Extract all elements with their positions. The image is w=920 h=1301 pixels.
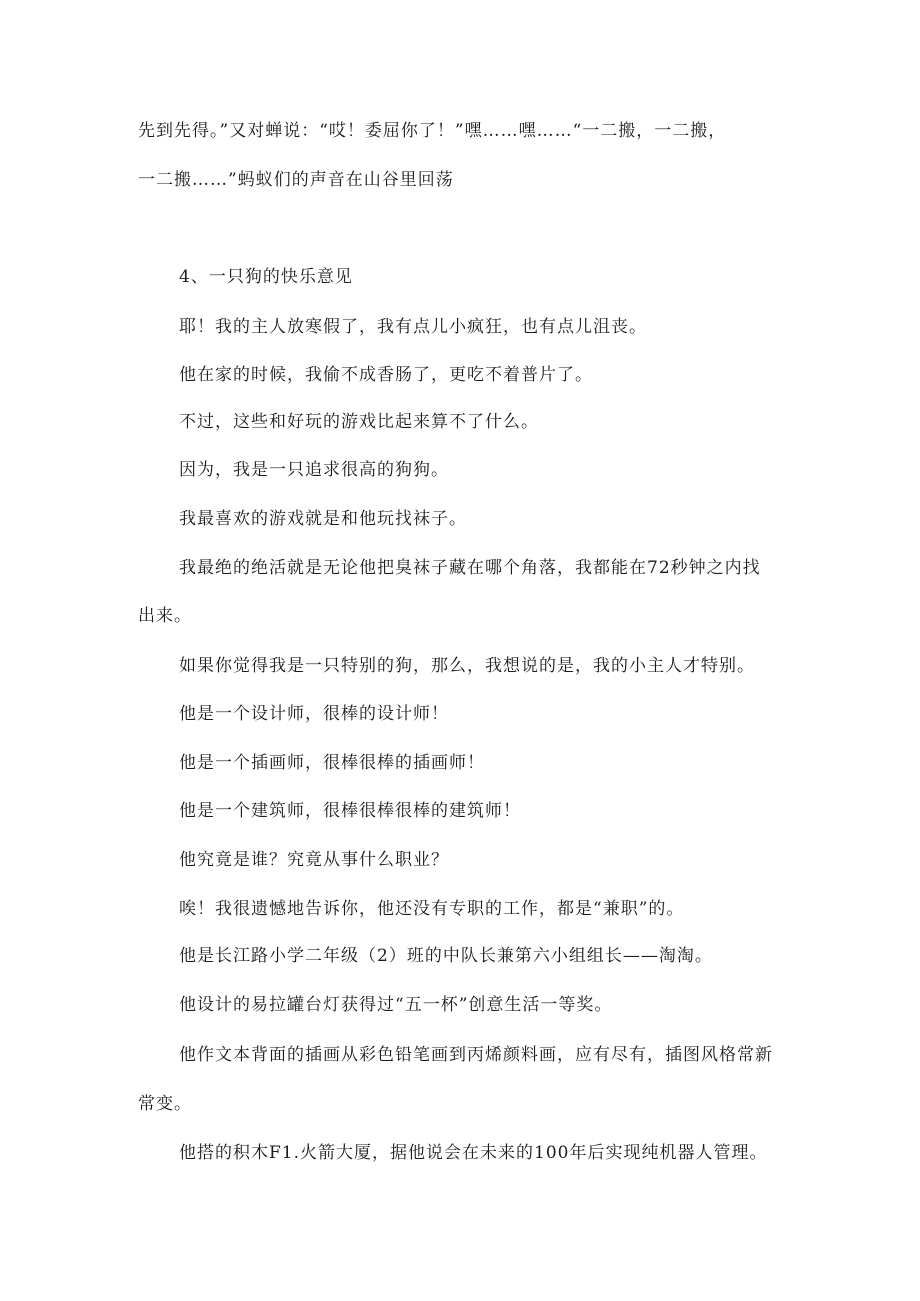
paragraph-line: 他在家的时候，我偷不成香肠了，更吃不着普片了。 [179, 365, 593, 385]
paragraph-line: 常变。 [138, 1094, 192, 1114]
continuation-line-2: 一二搬……”蚂蚁们的声音在山谷里回荡 [138, 170, 454, 190]
paragraph-line: 他设计的易拉罐台灯获得过“五一杯”创意生活一等奖。 [179, 995, 613, 1015]
paragraph-line: 我最喜欢的游戏就是和他玩找袜子。 [179, 509, 467, 529]
paragraph-line: 如果你觉得我是一只特别的狗，那么，我想说的是，我的小主人才特别。 [179, 656, 755, 676]
paragraph-line: 我最绝的绝活就是无论他把臭袜子藏在哪个角落，我都能在72秒钟之内找 [179, 558, 761, 578]
paragraph-line: 唉！我很遗憾地告诉你，他还没有专职的工作，都是“兼职”的。 [179, 899, 685, 919]
continuation-line-1: 先到先得。”又对蝉说：“哎！委屈你了！”嘿……嘿……“一二搬，一二搬， [138, 121, 727, 141]
paragraph-line: 他是一个插画师，很棒很棒的插画师！ [179, 753, 485, 773]
paragraph-line: 他作文本背面的插画从彩色铅笔画到丙烯颜料画，应有尽有，插图风格常新 [179, 1045, 773, 1065]
paragraph-line: 他是长江路小学二年级（2）班的中队长兼第六小组组长——淘淘。 [179, 946, 713, 966]
paragraph-line: 出来。 [138, 606, 192, 626]
paragraph-line: 不过，这些和好玩的游戏比起来算不了什么。 [179, 412, 539, 432]
paragraph-line: 他搭的积木F1.火箭大厦，据他说会在未来的100年后实现纯机器人管理。 [179, 1143, 768, 1163]
paragraph-line: 他是一个建筑师，很棒很棒很棒的建筑师！ [179, 801, 521, 821]
paragraph-line: 他究竟是谁？究竟从事什么职业？ [179, 850, 449, 870]
paragraph-line: 耶！我的主人放寒假了，我有点儿小疯狂，也有点儿沮丧。 [179, 317, 647, 337]
paragraph-line: 因为，我是一只追求很高的狗狗。 [179, 460, 449, 480]
section-title: 4、一只狗的快乐意见 [179, 267, 353, 287]
paragraph-line: 他是一个设计师，很棒的设计师！ [179, 704, 449, 724]
